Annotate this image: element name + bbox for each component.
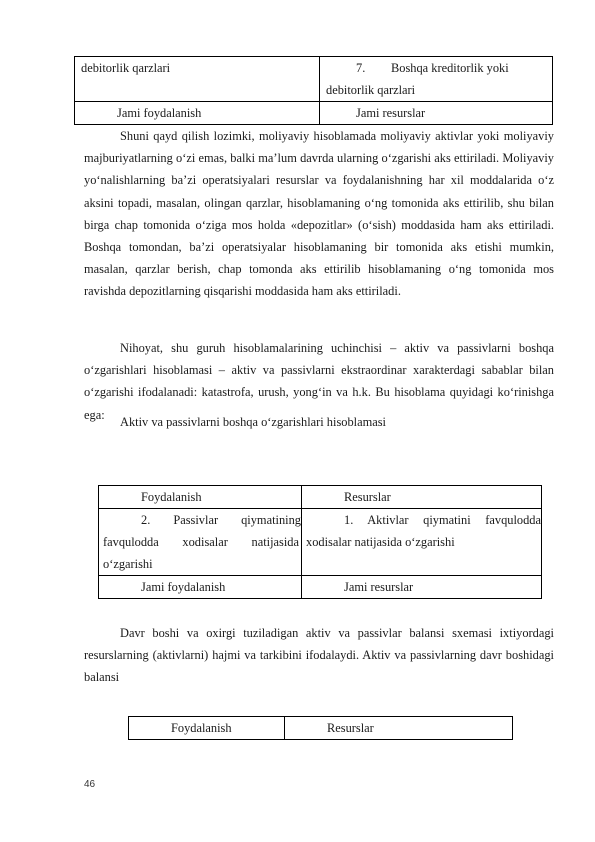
paragraph-text: Davr boshi va oxirgi tuziladigan aktiv va passivlar balansi sxemasi ixtiyordagi resurslarning (aktivlarni) hajmi va tarkibini ifodalaydi. Aktiv va passivlarning davr boshidagi balansi <box>84 626 554 685</box>
cell-text: debitorlik qarzlari <box>81 61 171 75</box>
table-cell <box>75 102 320 125</box>
cell-text: debitorlik qarzlari <box>326 83 416 97</box>
table-cell <box>99 509 302 576</box>
table-cell <box>320 57 553 102</box>
cell-text: Boshqa kreditorlik yoki <box>391 61 509 75</box>
cell-line: 1. Aktivlar qiymatini favqulodda <box>344 513 541 527</box>
paragraph <box>84 622 554 689</box>
cell-line: o‘zgarishi <box>103 557 153 571</box>
total-label: Jami resurslar <box>344 580 414 594</box>
table-row <box>99 509 542 576</box>
table-header-cell <box>302 486 542 509</box>
table-header-cell <box>99 486 302 509</box>
changes-table <box>98 485 542 599</box>
header-label: Resurslar <box>327 721 374 735</box>
caption-text: Aktiv va passivlarni boshqa o‘zgarishlari hisoblamasi <box>120 415 386 429</box>
header-label: Resurslar <box>344 490 391 504</box>
cell-line: 2. Passivlar qiymatining <box>141 513 301 527</box>
table-cell <box>99 576 302 599</box>
table-header-cell <box>285 717 513 740</box>
table-cell <box>302 576 542 599</box>
table-caption <box>84 411 554 433</box>
table-row <box>75 57 553 102</box>
balance-table <box>128 716 513 740</box>
table-header-row <box>129 717 513 740</box>
paragraph-text: Nihoyat, shu guruh hisoblamalarining uchinchisi – aktiv va passivlarni boshqa o‘zgarishlari hisoblamasi – aktiv va passivlarni ekstraordinar xarakterdagi sabablar bilan o‘zgarishi ifodalanadi: katastrofa, urush, yong‘in va h.k. Bu hisoblama quyidagi ko‘rinishga ega: <box>84 341 554 422</box>
page-number: 46 <box>84 779 96 790</box>
header-label: Foydalanish <box>171 721 232 735</box>
table-header-cell <box>129 717 285 740</box>
top-table <box>74 56 553 125</box>
total-label: Jami resurslar <box>356 106 426 120</box>
table-cell <box>320 102 553 125</box>
list-number: 7. <box>356 61 366 75</box>
table-header-row <box>99 486 542 509</box>
table-row <box>99 576 542 599</box>
cell-line: favqulodda xodisalar natijasida <box>103 535 299 549</box>
table-cell <box>302 509 542 576</box>
paragraph <box>84 125 554 303</box>
total-label: Jami foydalanish <box>141 580 226 594</box>
paragraph-text: Shuni qayd qilish lozimki, moliyaviy hisoblamada moliyaviy aktivlar yoki moliyaviy majburiyatlarning o‘zi emas, balki ma’lum davrda ularning o‘zgarishi aks ettiriladi. Moliyaviy yo‘nalishlarning ba’zi operatsiyalari resurslar va foydalanishning har xil moddalarida o‘z aksini topadi, masalan, olingan qarzlar, hisoblamaning o‘ng tomonida aks ettirilib, shu bilan birga chap tomonida o‘ziga mos holda «depozitlar» (o‘sish) moddasida ham aks ettiriladi. Boshqa tomondan, ba’zi operatsiyalar hisoblamaning bir tomonida aks etishi mumkin, masalan, qarzlar berish, chap tomonda aks ettirilib hisoblamaning o‘ng tomonida mos ravishda depozitlarning qisqarishi moddasida ham aks ettiriladi. <box>84 129 554 299</box>
table-row <box>75 102 553 125</box>
table-cell <box>75 57 320 102</box>
cell-line: xodisalar natijasida o‘zgarishi <box>306 535 455 549</box>
total-label: Jami foydalanish <box>117 106 202 120</box>
header-label: Foydalanish <box>141 490 202 504</box>
